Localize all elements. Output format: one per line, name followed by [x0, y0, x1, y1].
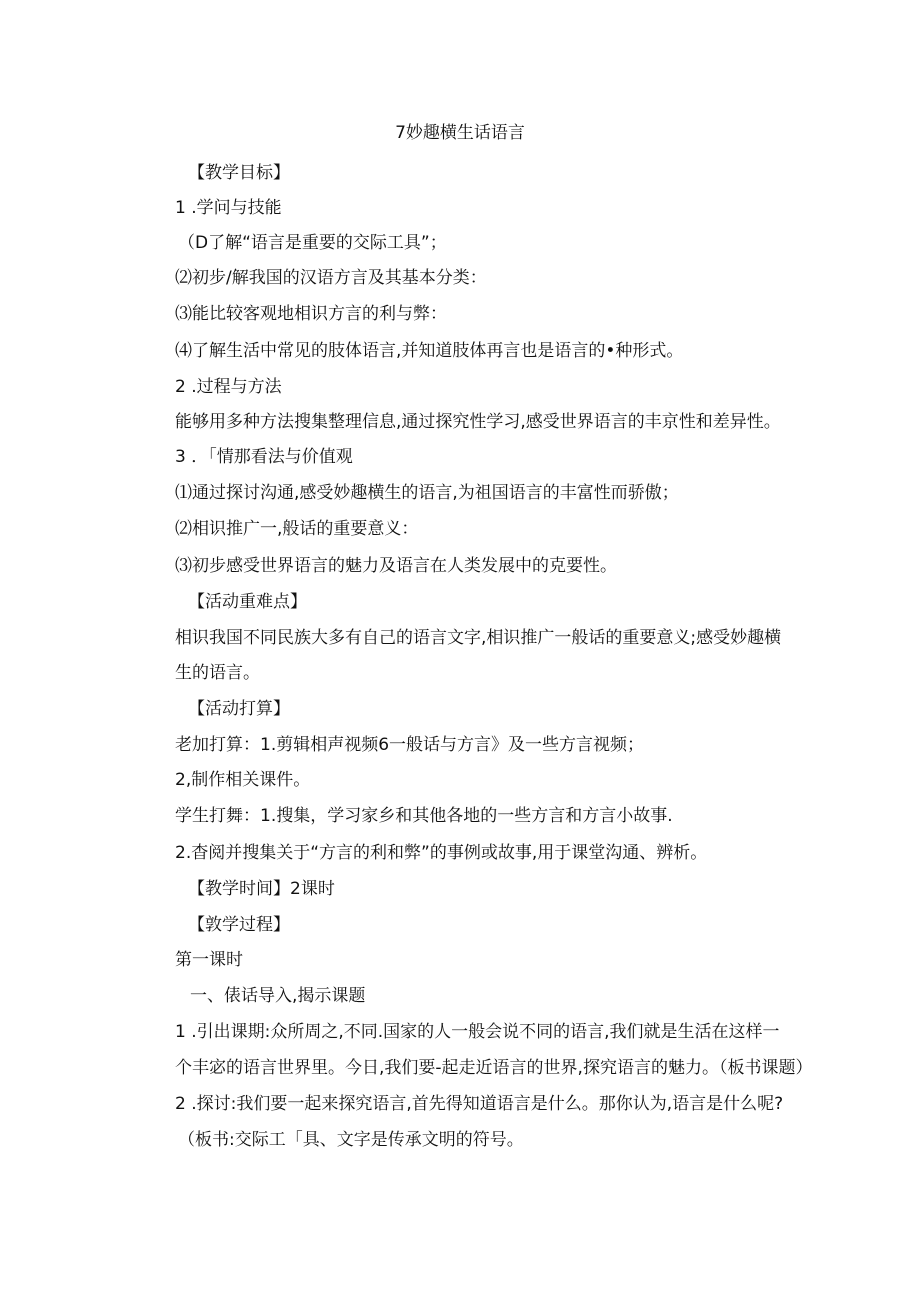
section-heading-teaching-goals: 【教学目标】	[188, 163, 290, 183]
paragraph: （板书:交际工「具、文字是传承文明的符号。	[178, 1130, 524, 1150]
list-item: ⑵相识推广一,般话的重要意义：	[175, 519, 419, 539]
paragraph: 相识我国不同民族大多有自己的语言文字,相识推广一般话的重要意义;感受妙趣横	[175, 628, 782, 648]
list-item: ⑴通过探讨沟通,感受妙趣横生的语言,为祖国语言的丰富性而骄傲；	[175, 483, 679, 503]
paragraph: 2 .探讨:我们要一起来探究语言,首先得知道语言是什么。那你认为,语言是什么呢?	[175, 1094, 784, 1114]
subheading-process-method: 2 .过程与方法	[175, 377, 282, 397]
paragraph: 2.杳阅并搜集关于“方言的利和弊”的事例或故事,用于课堂沟通、辨析。	[175, 843, 708, 863]
list-item: ⑶初步感受世界语言的魅力及语言在人类发展中的克要性。	[175, 556, 617, 576]
subheading-knowledge-skills: 1 .学问与技能	[175, 198, 282, 218]
section-heading-key-points: 【活动重难点】	[188, 592, 307, 612]
section-heading-teaching-time: 【教学时间】2课时	[188, 879, 335, 899]
paragraph: 能够用多种方法搜集整理信息,通过探究性学习,感受世界语言的丰京性和差异性。	[175, 412, 781, 432]
section-heading-activity-plan: 【活动打算】	[188, 699, 290, 719]
list-item: ⑶能比较客观地相识方言的利与弊：	[175, 304, 447, 324]
paragraph-continuation: 生的语言。	[175, 663, 260, 683]
section-heading-teaching-process: 【敦学过程】	[188, 915, 290, 935]
paragraph-continuation: 个丰宓的语言世界里。今日,我们要-起走近语言的世界,探究语言的魅力。（板书课题）	[175, 1058, 813, 1078]
list-item: ⑵初步/解我国的汉语方言及其基本分类：	[175, 268, 487, 288]
paragraph: 老加打算：1.剪辑相声视频6一般话与方言》及一些方言视频；	[175, 735, 645, 755]
paragraph: 1 .引出课期:众所周之,不同.国家的人一般会说不同的语言,我们就是生活在这样一	[175, 1022, 780, 1042]
subheading-emotion-values: 3 ．「情那看法与价值观	[175, 447, 353, 467]
subheading-first-lesson: 第一课时	[175, 950, 243, 970]
subheading-introduction: 一、俵话导入,揭示课题	[190, 986, 366, 1006]
list-item: （D了解“语言是重要的交际工具”；	[178, 233, 447, 253]
paragraph: 2,制作相关课件。	[175, 770, 311, 790]
list-item: ⑷了解生活中常见的肢体语言,并知道肢体再言也是语言的•种形式。	[175, 341, 684, 361]
paragraph: 学生打舞：1.搜集，学习家乡和其他各地的一些方言和方言小故事.	[175, 806, 673, 826]
document-title: 7妙趣横生话语言	[395, 123, 525, 143]
